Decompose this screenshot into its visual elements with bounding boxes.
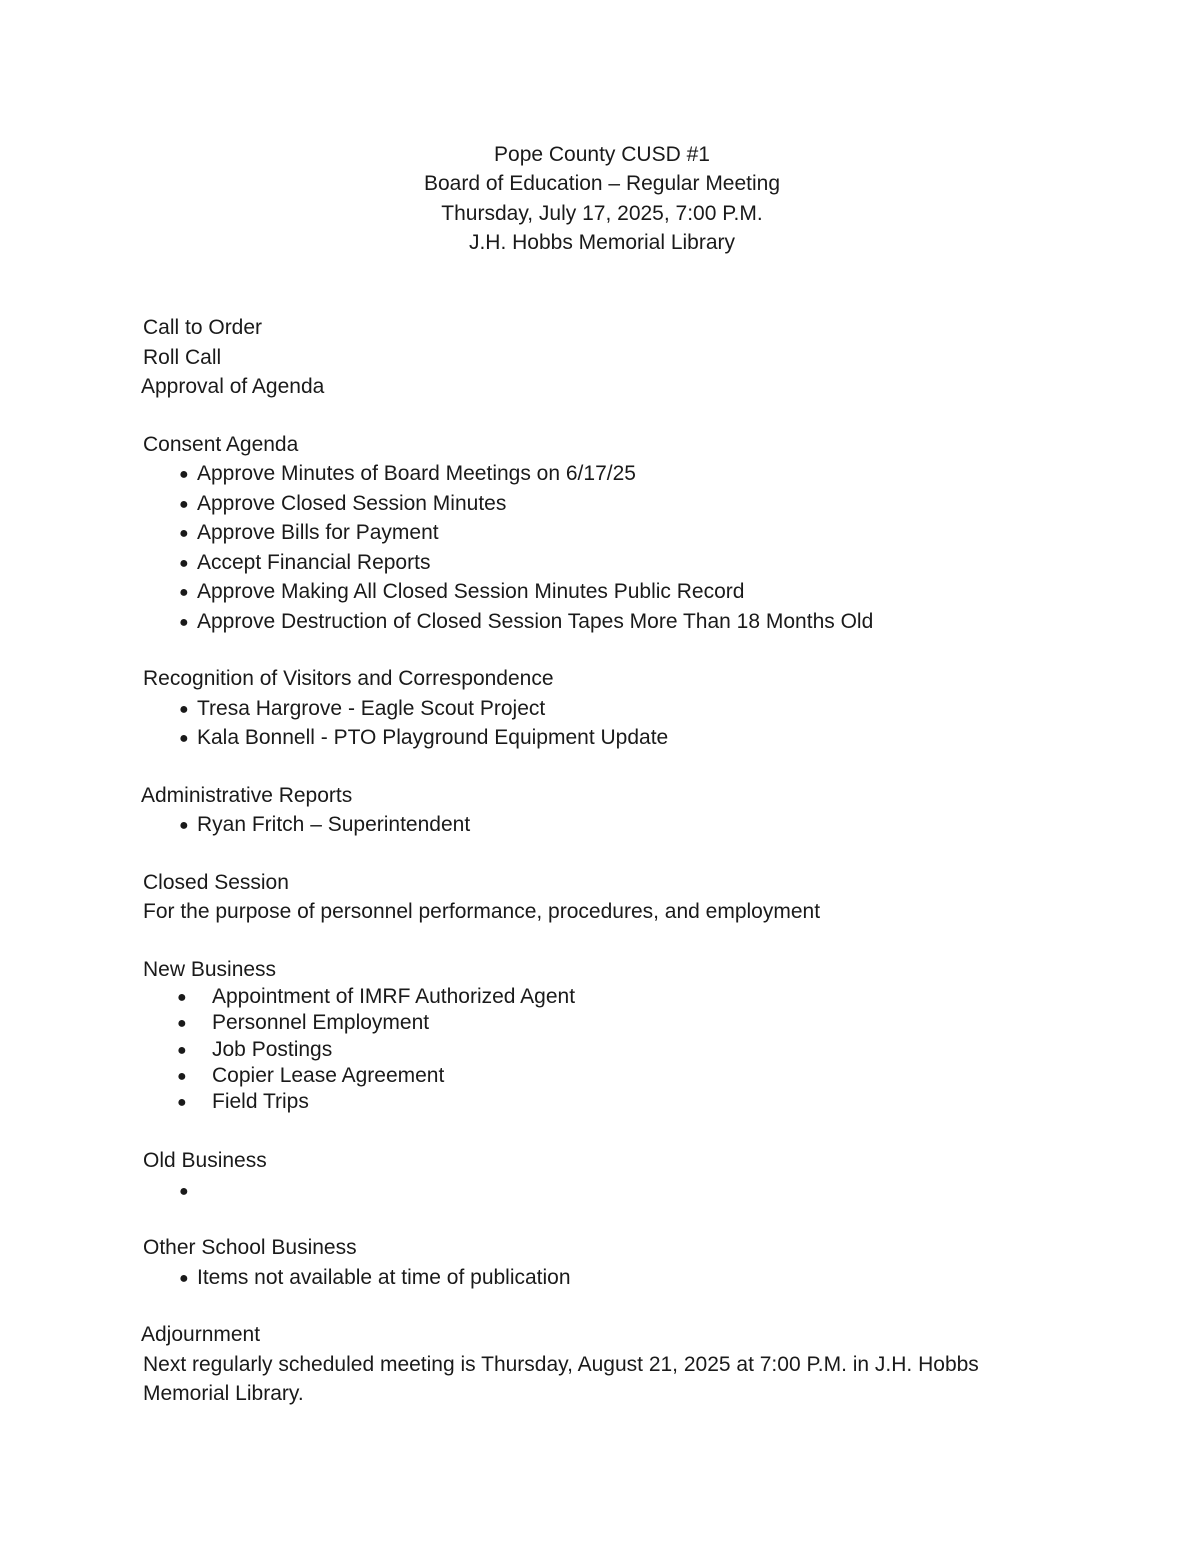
new-business-list bbox=[143, 984, 1083, 1115]
list-item-text: Approve Minutes of Board Meetings on 6/17/25 bbox=[197, 462, 636, 485]
call-to-order: Call to Order bbox=[143, 316, 263, 339]
bullet-icon: ● bbox=[179, 554, 189, 572]
adjournment-text-line1: Next regularly scheduled meeting is Thursday, August 21, 2025 at 7:00 P.M. in J.H. Hobbs bbox=[143, 1352, 979, 1376]
list-item bbox=[143, 694, 1083, 724]
list-item bbox=[143, 1176, 1083, 1206]
other-business-list bbox=[143, 1263, 1083, 1293]
bullet-icon: ● bbox=[177, 1094, 187, 1112]
meeting-datetime: Thursday, July 17, 2025, 7:00 P.M. bbox=[441, 201, 763, 225]
list-item bbox=[143, 984, 1083, 1010]
recognition-list bbox=[143, 694, 1083, 753]
list-item-text: Items not available at time of publication bbox=[197, 1265, 571, 1289]
bullet-icon: ● bbox=[179, 613, 189, 631]
bullet-icon: ● bbox=[177, 1015, 187, 1033]
bullet-icon: ● bbox=[179, 700, 189, 718]
list-item-text: Job Postings bbox=[212, 1037, 333, 1061]
approval-of-agenda: Approval of Agenda bbox=[141, 375, 325, 398]
list-item-text: Appointment of IMRF Authorized Agent bbox=[212, 985, 576, 1008]
org-name: Pope County CUSD #1 bbox=[494, 143, 710, 166]
list-item-text: Ryan Fritch – Superintendent bbox=[197, 813, 471, 836]
bullet-icon: ● bbox=[177, 1067, 187, 1085]
bullet-icon: ● bbox=[177, 1041, 187, 1059]
old-business-heading: Old Business bbox=[143, 1149, 267, 1173]
meeting-location: J.H. Hobbs Memorial Library bbox=[468, 230, 736, 254]
adjournment-heading: Adjournment bbox=[141, 1323, 261, 1347]
agenda-body bbox=[143, 313, 1083, 1409]
bullet-icon: ● bbox=[179, 584, 189, 601]
admin-reports-list bbox=[143, 810, 1083, 840]
roll-call: Roll Call bbox=[143, 345, 222, 369]
list-item bbox=[143, 1037, 1083, 1063]
consent-agenda-heading: Consent Agenda bbox=[143, 432, 299, 456]
list-item bbox=[143, 723, 1083, 753]
meeting-title: Board of Education – Regular Meeting bbox=[423, 172, 781, 196]
list-item-text: Field Trips bbox=[212, 1090, 309, 1114]
list-item bbox=[143, 489, 1083, 519]
list-item bbox=[143, 607, 1083, 637]
list-item-text: Tresa Hargrove - Eagle Scout Project bbox=[197, 696, 546, 720]
bullet-icon: ● bbox=[179, 1269, 189, 1287]
bullet-icon: ● bbox=[179, 525, 189, 542]
list-item-text: Kala Bonnell - PTO Playground Equipment Update bbox=[197, 726, 669, 749]
consent-agenda-list bbox=[143, 459, 1083, 636]
list-item bbox=[143, 1010, 1083, 1036]
bullet-icon: ● bbox=[179, 817, 189, 834]
list-item bbox=[143, 1063, 1083, 1089]
list-item bbox=[143, 810, 1083, 840]
old-business-list bbox=[143, 1176, 1083, 1206]
list-item-text: Personnel Employment bbox=[212, 1011, 430, 1035]
list-item-text: Accept Financial Reports bbox=[197, 550, 431, 574]
list-item-text: Approve Making All Closed Session Minutes Public Record bbox=[197, 580, 745, 603]
list-item bbox=[143, 577, 1083, 607]
list-item bbox=[143, 548, 1083, 578]
admin-reports-heading: Administrative Reports bbox=[141, 783, 353, 807]
list-item bbox=[143, 1263, 1083, 1293]
bullet-icon: ● bbox=[179, 1182, 189, 1200]
closed-session-heading: Closed Session bbox=[143, 870, 289, 894]
list-item bbox=[143, 518, 1083, 548]
closed-session-text: For the purpose of personnel performance, procedures, and employment bbox=[143, 900, 821, 923]
document-header bbox=[0, 140, 1200, 257]
recognition-heading: Recognition of Visitors and Correspondence bbox=[143, 667, 554, 690]
bullet-icon: ● bbox=[179, 466, 189, 483]
other-business-heading: Other School Business bbox=[143, 1236, 357, 1260]
list-item bbox=[143, 1089, 1083, 1115]
adjournment-text-line2: Memorial Library. bbox=[143, 1382, 304, 1406]
list-item-text: Approve Closed Session Minutes bbox=[197, 491, 507, 515]
list-item-text: Copier Lease Agreement bbox=[212, 1063, 445, 1087]
new-business-heading: New Business bbox=[143, 957, 277, 981]
bullet-icon: ● bbox=[177, 989, 187, 1006]
list-item bbox=[143, 459, 1083, 489]
bullet-icon: ● bbox=[179, 495, 189, 513]
bullet-icon: ● bbox=[179, 730, 189, 747]
list-item-text: Approve Bills for Payment bbox=[197, 521, 439, 544]
list-item-text: Approve Destruction of Closed Session Tapes More Than 18 Months Old bbox=[197, 609, 874, 633]
